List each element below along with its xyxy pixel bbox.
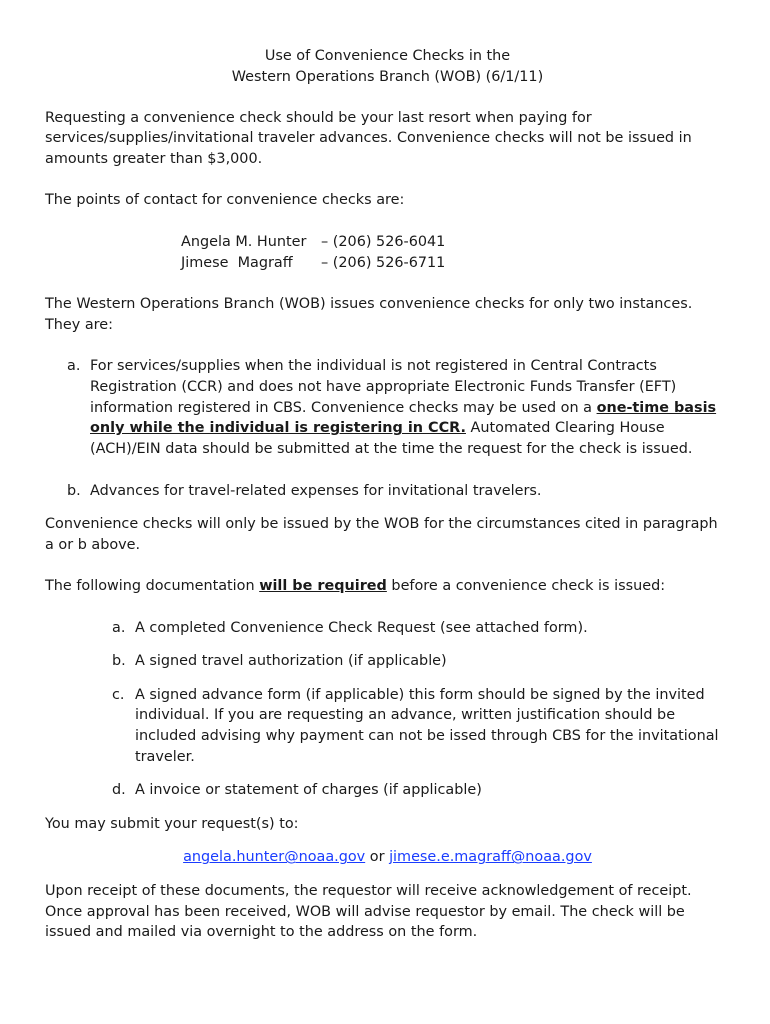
list-item-text: A completed Convenience Check Request (see attached form).: [135, 619, 588, 636]
list-item: [67, 356, 730, 460]
list-item-text: A signed travel authorization (if applicable): [135, 653, 447, 670]
email-link-angela[interactable]: angela.hunter@noaa.gov: [183, 849, 366, 866]
documentation-paragraph: [45, 576, 730, 597]
documentation-emphasis: will be required: [259, 578, 387, 595]
submit-intro: You may submit your request(s) to:: [45, 815, 299, 832]
email-link-jimese[interactable]: jimese.e.magraff@noaa.gov: [389, 849, 592, 866]
document-title: [45, 46, 730, 88]
documentation-after: before a convenience check is issued:: [386, 578, 666, 595]
list-item: [112, 651, 730, 672]
list-item-text: [90, 356, 730, 460]
list-item-text: A invoice or statement of charges (if applicable): [135, 782, 482, 799]
title-line-1: Use of Convenience Checks in the: [264, 48, 511, 64]
intro-paragraph: Requesting a convenience check should be your last resort when paying for services/supplies/invitational traveler advances. Convenience checks will not be issued in amounts greater than $3,000.: [45, 109, 692, 168]
email-links: [45, 847, 730, 868]
instances-intro: The Western Operations Branch (WOB) issues convenience checks for only two instances. They are:: [45, 295, 693, 333]
contacts-intro: The points of contact for convenience checks are:: [45, 192, 405, 209]
contact-name: Jimese Magraff: [181, 254, 293, 271]
list-marker: d.: [112, 782, 126, 799]
list-item: [112, 685, 730, 768]
list-item: [67, 481, 730, 502]
list-item-text: Advances for travel-related expenses for invitational travelers.: [90, 482, 542, 499]
list-marker: a.: [112, 619, 126, 636]
list-marker: b.: [112, 653, 126, 670]
instance-text-after: Automated Clearing House (ACH)/EIN data should be submitted at the time the request for the check is issued.: [90, 420, 693, 458]
closing-paragraph: Upon receipt of these documents, the requestor will receive acknowledgement of receipt. Once approval has been received, WOB will advise requestor by email. The check will be issued and mailed via overnight to the address on the form.: [45, 882, 692, 941]
documents-list: [112, 618, 730, 802]
title-line-2: Western Operations Branch (WOB) (6/1/11): [231, 68, 544, 85]
contacts-list: [181, 232, 730, 274]
contact-phone: – (206) 526-6711: [321, 254, 446, 271]
instances-list: [67, 356, 730, 502]
list-marker: a.: [67, 357, 81, 374]
documentation-before: The following documentation: [45, 578, 260, 595]
list-marker: b.: [67, 482, 81, 499]
contact-row: [181, 253, 730, 274]
contact-row: [181, 232, 730, 253]
list-item: [112, 618, 730, 639]
contact-phone: – (206) 526-6041: [321, 233, 446, 250]
instance-emphasis: one-time basis only while the individual is registering in CCR.: [90, 399, 717, 437]
contact-name: Angela M. Hunter: [181, 233, 307, 250]
list-item-text: A signed advance form (if applicable) this form should be signed by the invited individual. If you are requesting an advance, written justification should be included advising why payment can not be issed through CBS for the invitational traveler.: [135, 686, 719, 765]
instance-text-before: For services/supplies when the individual is not registered in Central Contracts Registration (CCR) and does not have appropriate Electronic Funds Transfer (EFT) information registered in CBS. Convenience checks may be used on a: [90, 357, 677, 416]
list-item: [112, 780, 730, 801]
email-separator: or: [365, 849, 390, 866]
list-marker: c.: [112, 686, 125, 703]
circumstances-paragraph: Convenience checks will only be issued by the WOB for the circumstances cited in paragraph a or b above.: [45, 516, 718, 553]
